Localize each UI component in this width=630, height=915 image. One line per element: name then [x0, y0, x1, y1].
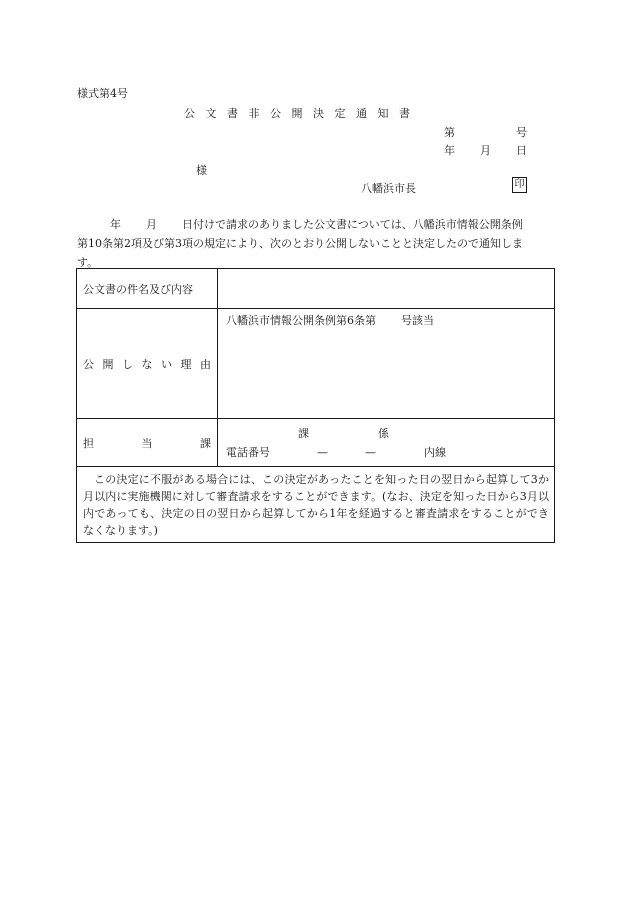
date-day-label: 日 — [516, 144, 527, 157]
addressee-honorific: 様 — [196, 164, 207, 177]
table-row — [77, 309, 555, 419]
form-number: 様式第4号 — [77, 87, 128, 100]
issuer-name: 八幡浜市長 — [361, 182, 416, 195]
section-label: 課 — [298, 427, 309, 440]
document-subject-label: 公文書の件名及び内容 — [83, 282, 193, 296]
seal-stamp-box: 印 — [512, 177, 527, 193]
reason-prefix: 八幡浜市情報公開条例第6条第 — [226, 314, 376, 327]
body-line-1-text: 日付けで請求のありました公文書については、八幡浜市情報公開条例 — [182, 218, 523, 231]
decision-table — [76, 268, 555, 543]
phone-line — [226, 443, 546, 462]
table-row — [77, 269, 555, 309]
responsible-dept-label: 担当課 — [83, 436, 211, 450]
table-row — [77, 419, 555, 467]
appeal-notice: この決定に不服がある場合には、この決定があったことを知った日の翌日から起算して3か月以内に実施機関に対して審査請求をすることができます。(なお、決定を知った日から3月以内であっても、決定の日の翌日から起算してから1年を経過すると審査請求をすることができなくなります。) — [77, 467, 555, 543]
body-line-1 — [77, 215, 555, 234]
dept-section-line — [226, 424, 546, 443]
doc-number-suffix: 号 — [516, 126, 527, 139]
notice-body — [77, 215, 555, 272]
date-month-label: 月 — [480, 144, 491, 157]
body-month-label: 月 — [146, 218, 157, 231]
nondisclosure-reason-label-cell — [77, 309, 218, 419]
doc-number-prefix: 第 — [444, 126, 455, 139]
date-year-label: 年 — [444, 144, 455, 157]
phone-dash-2: — — [365, 446, 376, 459]
responsible-dept-value — [218, 419, 555, 467]
responsible-dept-label-cell — [77, 419, 218, 467]
body-line-2: 第10条第2項及び第3項の規定により、次のとおり公開しないことと決定したので通知しま — [77, 237, 523, 250]
body-year-label: 年 — [110, 218, 121, 231]
phone-dash-1: — — [317, 446, 328, 459]
reason-suffix: 号該当 — [401, 314, 434, 327]
body-line-3: す。 — [77, 256, 99, 269]
extension-label: 内線 — [424, 446, 446, 459]
nondisclosure-reason-label: 公開しない理由 — [83, 357, 211, 371]
document-title: 公文書非公開決定通知書 — [184, 107, 421, 120]
nondisclosure-reason-value — [218, 309, 555, 419]
document-subject-value — [218, 269, 555, 309]
table-row — [77, 467, 555, 543]
subsection-label: 係 — [378, 427, 389, 440]
document-subject-label-cell — [77, 269, 218, 309]
phone-label: 電話番号 — [226, 446, 270, 459]
